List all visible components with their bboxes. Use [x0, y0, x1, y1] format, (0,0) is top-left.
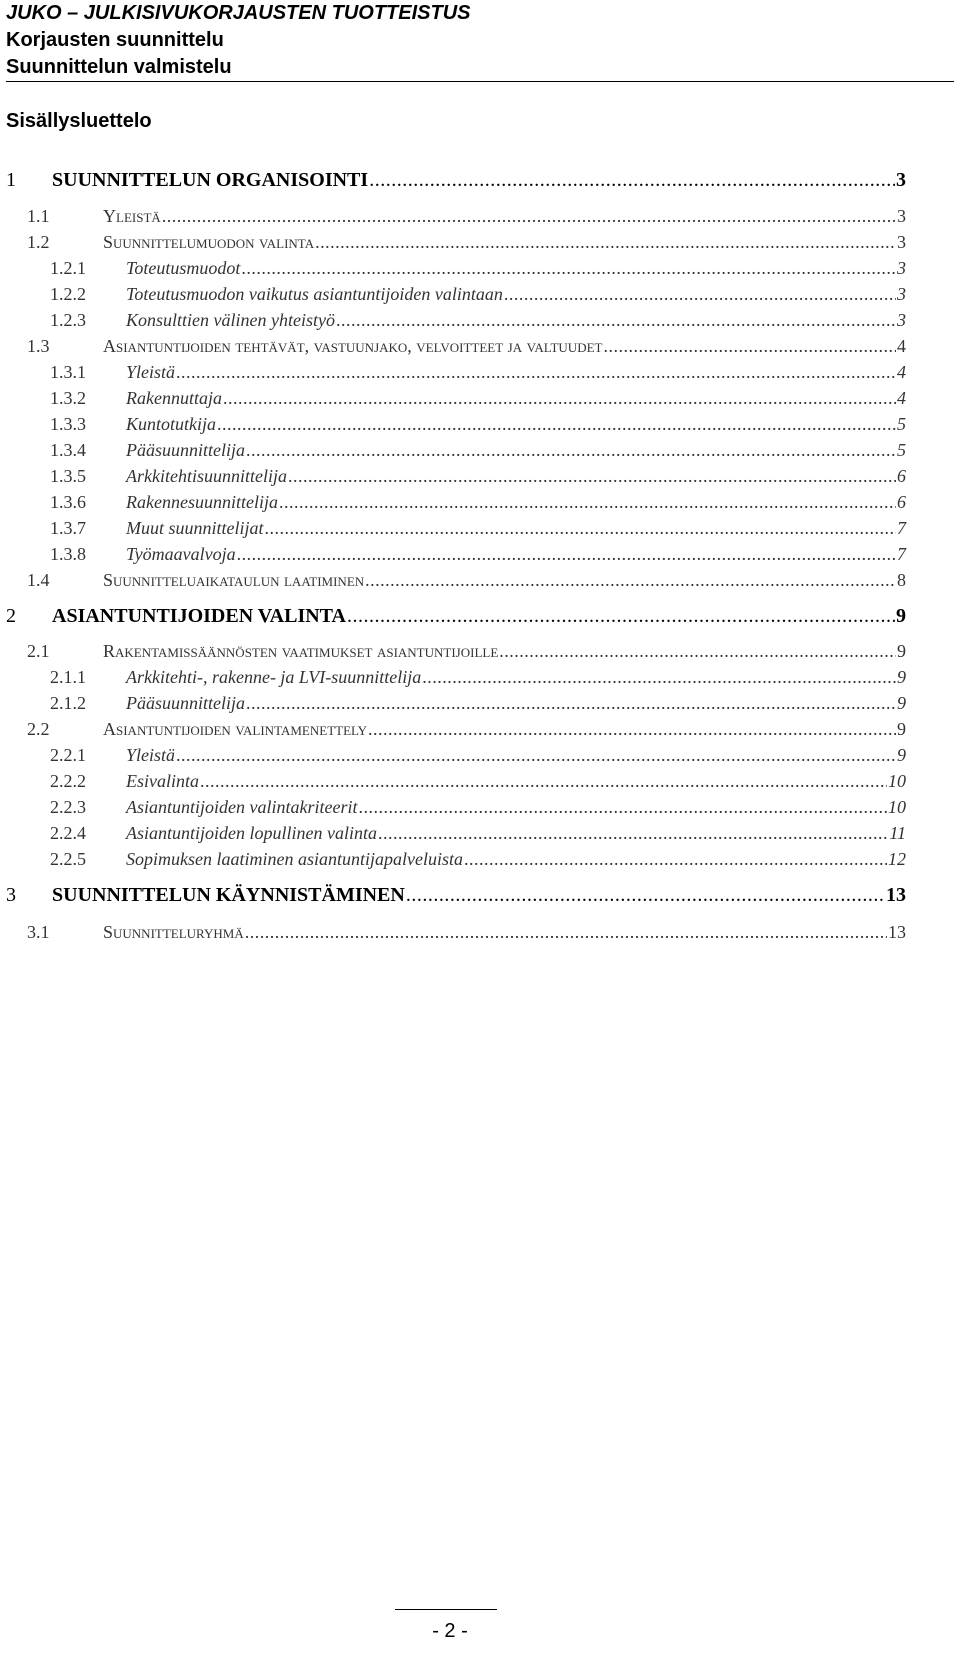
- toc-entry-title: Suunnitteluryhmä: [103, 922, 244, 942]
- toc-entry[interactable]: [0, 310, 960, 336]
- toc-entry-title: Asiantuntijoiden lopullinen valinta: [126, 823, 377, 843]
- toc-entry-number: 1.4: [27, 570, 50, 590]
- toc-entry[interactable]: [0, 232, 960, 258]
- toc-entry[interactable]: [0, 605, 960, 631]
- toc-entry[interactable]: [0, 797, 960, 823]
- toc-dot-leader: [336, 310, 896, 331]
- toc-entry-number: 2.1.2: [50, 693, 86, 713]
- header-subtitle: Korjausten suunnittelu: [6, 29, 224, 51]
- toc-entry-title: Pääsuunnittelija: [126, 693, 245, 713]
- toc-entry-page: 6: [897, 466, 906, 486]
- toc-dot-leader: [369, 169, 895, 192]
- header-section: Suunnittelun valmistelu: [6, 56, 232, 78]
- toc-entry-page: 3: [897, 284, 906, 304]
- toc-entry-number: 1.2: [27, 232, 50, 252]
- toc-entry-title: Arkkitehtisuunnittelija: [126, 466, 287, 486]
- toc-entry[interactable]: [0, 284, 960, 310]
- toc-dot-leader: [347, 605, 895, 628]
- toc-entry-number: 2.1: [27, 641, 50, 661]
- toc-entry-title: Asiantuntijoiden valintamenettely: [103, 719, 368, 739]
- toc-entry-page: 4: [897, 336, 906, 356]
- toc-entry-page: 3: [897, 206, 906, 226]
- toc-entry-title: Yleistä: [103, 206, 161, 226]
- toc-entry-title: Työmaavalvoja: [126, 544, 236, 564]
- toc-entry-title: Muut suunnittelijat: [126, 518, 264, 538]
- toc-dot-leader: [265, 518, 897, 539]
- toc-entry-number: 2.2.4: [50, 823, 86, 843]
- toc-entry-title: Suunnitteluaikataulun laatiminen: [103, 570, 365, 590]
- toc-entry[interactable]: [0, 518, 960, 544]
- toc-entry-title: Asiantuntijoiden tehtävät, vastuunjako, velvoitteet ja valtuudet: [103, 336, 603, 356]
- toc-entry-number: 3.1: [27, 922, 50, 942]
- toc-entry-page: 7: [897, 544, 906, 564]
- toc-entry-number: 1.3.1: [50, 362, 86, 382]
- toc-dot-leader: [358, 797, 887, 818]
- toc-entry-number: 1.2.1: [50, 258, 86, 278]
- toc-dot-leader: [241, 258, 896, 279]
- toc-dot-leader: [245, 922, 887, 943]
- toc-entry[interactable]: [0, 641, 960, 667]
- header-title: JUKO – JULKISIVUKORJAUSTEN TUOTTEISTUS: [6, 2, 471, 24]
- toc-entry-number: 2.2: [27, 719, 50, 739]
- toc-entry[interactable]: [0, 693, 960, 719]
- toc-entry-number: 1.3.7: [50, 518, 86, 538]
- toc-title: Sisällysluettelo: [6, 110, 152, 132]
- toc-entry-number: 1.3.8: [50, 544, 86, 564]
- toc-entry-page: 3: [897, 258, 906, 278]
- toc-entry-title: Rakennesuunnittelija: [126, 492, 278, 512]
- toc-entry[interactable]: [0, 771, 960, 797]
- toc-entry-title: Konsulttien välinen yhteistyö: [126, 310, 335, 330]
- toc-entry-page: 3: [897, 310, 906, 330]
- toc-entry-number: 1.3.6: [50, 492, 86, 512]
- toc-dot-leader: [162, 206, 896, 227]
- toc-dot-leader: [200, 771, 887, 792]
- toc-entry[interactable]: [0, 884, 960, 910]
- toc-entry-title: Kuntotutkija: [126, 414, 216, 434]
- toc-entry-page: 9: [897, 693, 906, 713]
- page-number: - 2 -: [432, 1620, 468, 1642]
- toc-entry[interactable]: [0, 544, 960, 570]
- toc-entry-page: 5: [897, 440, 906, 460]
- header-divider: [6, 81, 954, 82]
- toc-entry-number: 2.2.1: [50, 745, 86, 765]
- toc-dot-leader: [237, 544, 896, 565]
- toc-entry-title: Esivalinta: [126, 771, 199, 791]
- toc-dot-leader: [603, 336, 896, 357]
- toc-entry[interactable]: [0, 414, 960, 440]
- toc-entry-title: Asiantuntijoiden valintakriteerit: [126, 797, 358, 817]
- toc-entry-title: Yleistä: [126, 362, 176, 382]
- toc-entry[interactable]: [0, 466, 960, 492]
- toc-entry-title: Toteutusmuodon vaikutus asiantuntijoiden valintaan: [126, 284, 503, 304]
- toc-entry-title: Pääsuunnittelija: [126, 440, 245, 460]
- toc-entry-number: 1: [6, 169, 16, 191]
- toc-entry-number: 1.2.2: [50, 284, 86, 304]
- toc-entry[interactable]: [0, 719, 960, 745]
- toc-entry-page: 13: [886, 884, 906, 906]
- toc-entry-number: 1.1: [27, 206, 50, 226]
- footer-divider: [395, 1609, 497, 1610]
- toc-entry[interactable]: [0, 849, 960, 875]
- toc-entry[interactable]: [0, 570, 960, 596]
- toc-dot-leader: [279, 492, 896, 513]
- toc-entry-number: 2.2.5: [50, 849, 86, 869]
- toc-entry[interactable]: [0, 745, 960, 771]
- toc-entry-page: 9: [897, 641, 906, 661]
- toc-dot-leader: [246, 440, 896, 461]
- toc-entry-page: 10: [888, 771, 906, 791]
- toc-entry-page: 4: [897, 388, 906, 408]
- toc-dot-leader: [246, 693, 896, 714]
- toc-dot-leader: [176, 745, 896, 766]
- toc-entry-title: Arkkitehti-, rakenne- ja LVI-suunnittelija: [126, 667, 422, 687]
- toc-entry-number: 1.2.3: [50, 310, 86, 330]
- toc-entry-page: 10: [888, 797, 906, 817]
- toc-entry-number: 2.2.2: [50, 771, 86, 791]
- toc-entry[interactable]: [0, 362, 960, 388]
- toc-entry-page: 13: [888, 922, 906, 942]
- document-header: [6, 0, 954, 81]
- toc-entry[interactable]: [0, 206, 960, 232]
- toc-entry[interactable]: [0, 388, 960, 414]
- toc-entry-page: 12: [888, 849, 906, 869]
- toc-entry[interactable]: [0, 440, 960, 466]
- toc-dot-leader: [223, 388, 896, 409]
- toc-dot-leader: [378, 823, 888, 844]
- toc-entry-number: 1.3.5: [50, 466, 86, 486]
- toc-entry-page: 7: [897, 518, 906, 538]
- toc-entry-page: 6: [897, 492, 906, 512]
- toc-entry-page: 9: [896, 605, 906, 627]
- toc-dot-leader: [365, 570, 896, 591]
- toc-entry-page: 9: [897, 745, 906, 765]
- toc-dot-leader: [368, 719, 896, 740]
- toc-dot-leader: [504, 284, 896, 305]
- toc-entry-page: 11: [889, 823, 906, 843]
- toc-entry-title: Rakennuttaja: [126, 388, 222, 408]
- toc-entry-page: 3: [896, 169, 906, 191]
- toc-dot-leader: [288, 466, 896, 487]
- toc-entry-title: Toteutusmuodot: [126, 258, 241, 278]
- toc-entry[interactable]: [0, 258, 960, 284]
- toc-entry-title: Sopimuksen laatiminen asiantuntijapalveluista: [126, 849, 463, 869]
- toc-dot-leader: [217, 414, 896, 435]
- toc-entry-number: 1.3.2: [50, 388, 86, 408]
- toc-entry-number: 1.3.3: [50, 414, 86, 434]
- toc-entry-number: 2.1.1: [50, 667, 86, 687]
- toc-entry[interactable]: [0, 823, 960, 849]
- toc-entry[interactable]: [0, 336, 960, 362]
- toc-entry-title: Yleistä: [126, 745, 176, 765]
- toc-entry-number: 1.3.4: [50, 440, 86, 460]
- toc-entry[interactable]: [0, 169, 960, 195]
- toc-entry-page: 8: [897, 570, 906, 590]
- toc-entry[interactable]: [0, 667, 960, 693]
- toc-dot-leader: [499, 641, 896, 662]
- toc-dot-leader: [176, 362, 896, 383]
- toc-dot-leader: [406, 884, 885, 907]
- toc-dot-leader: [422, 667, 896, 688]
- toc-entry-page: 5: [897, 414, 906, 434]
- toc-entry-number: 1.3: [27, 336, 50, 356]
- toc-entry[interactable]: [0, 492, 960, 518]
- toc-entry-title: Rakentamissäännösten vaatimukset asiantuntijoille: [103, 641, 499, 661]
- toc-entry-title: SUUNNITTELUN ORGANISOINTI: [52, 169, 369, 191]
- toc-dot-leader: [464, 849, 887, 870]
- toc-entry-page: 9: [897, 719, 906, 739]
- toc-entry-title: SUUNNITTELUN KÄYNNISTÄMINEN: [52, 884, 405, 906]
- toc-entry-page: 4: [897, 362, 906, 382]
- toc-entry-title: Suunnittelumuodon valinta: [103, 232, 315, 252]
- toc-entry-number: 2: [6, 605, 16, 627]
- toc-entry-number: 3: [6, 884, 16, 906]
- toc-entry-title: ASIANTUNTIJOIDEN VALINTA: [52, 605, 346, 627]
- toc-entry-page: 3: [897, 232, 906, 252]
- toc-dot-leader: [315, 232, 896, 253]
- toc-entry-number: 2.2.3: [50, 797, 86, 817]
- toc-entry[interactable]: [0, 922, 960, 948]
- toc-entry-page: 9: [897, 667, 906, 687]
